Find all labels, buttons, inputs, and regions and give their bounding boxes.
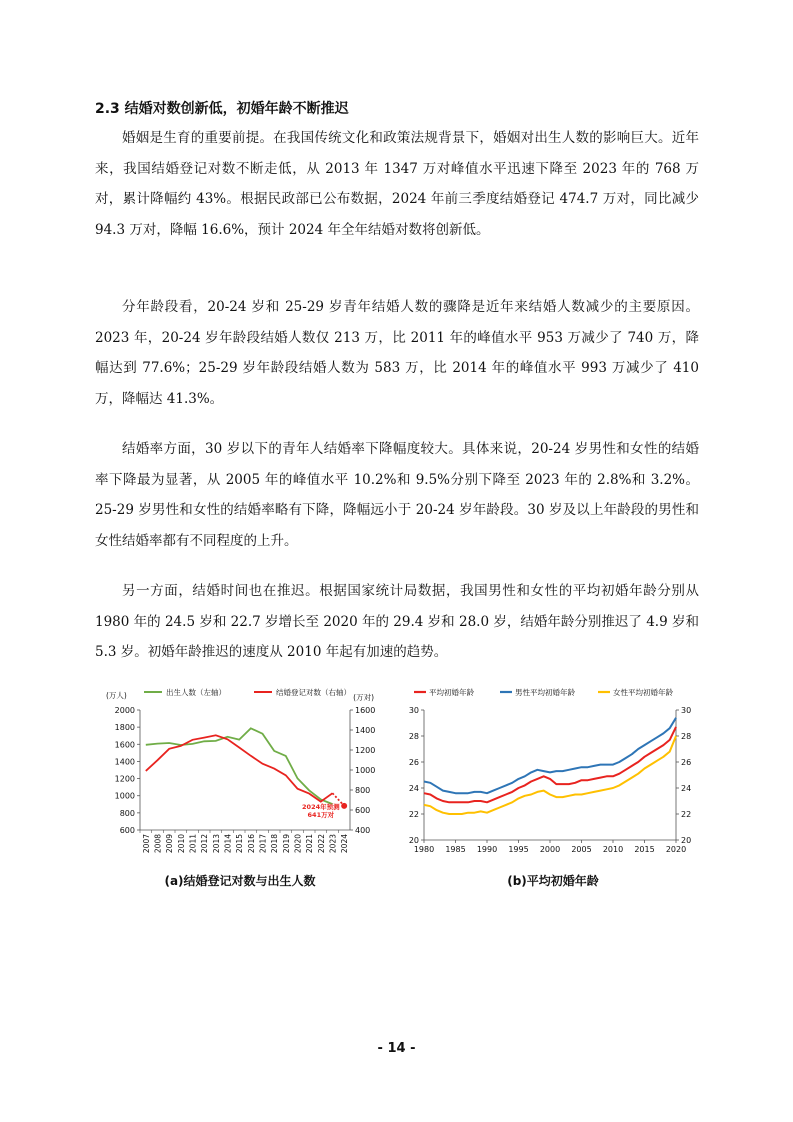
- right-tick-label: 1600: [355, 706, 376, 715]
- legend-label-0: 平均初婚年龄: [429, 688, 474, 697]
- right-tick-label: 24: [681, 784, 692, 793]
- caption-left: (a)结婚登记对数与出生人数: [164, 874, 316, 888]
- left-tick-label: 600: [119, 826, 135, 835]
- x-tick-label: 2014: [223, 834, 233, 854]
- x-tick-label: 2016: [246, 834, 256, 854]
- right-tick-label: 800: [355, 786, 371, 795]
- x-tick-label: 2010: [602, 845, 624, 854]
- x-tick-label: 2021: [305, 834, 315, 854]
- x-tick-label: 2012: [200, 834, 210, 854]
- series-line-1: [424, 718, 676, 793]
- legend-label-0: 出生人数（左轴）: [166, 688, 226, 697]
- x-tick-label: 2024: [340, 834, 350, 854]
- x-tick-label: 2020: [293, 834, 303, 854]
- series-line-0: [424, 727, 676, 802]
- right-tick-label: 1000: [355, 766, 376, 775]
- left-tick-label: 22: [408, 810, 419, 819]
- forecast-point: [341, 803, 347, 809]
- left-tick-label: 1800: [114, 723, 135, 733]
- x-tick-label: 2008: [153, 834, 163, 854]
- x-tick-label: 2015: [634, 845, 655, 854]
- x-tick-label: 2007: [141, 834, 151, 854]
- x-tick-label: 2009: [165, 834, 175, 854]
- right-tick-label: 1400: [355, 726, 376, 735]
- x-tick-label: 2000: [539, 845, 561, 854]
- paragraph-2: 分年龄段看，20-24 岁和 25-29 岁青年结婚人数的骤降是近年来结婚人数减少的主要原因。2023 年，20-24 岁年龄段结婚人数仅 213 万，比 2011 年的峰值水平 953 万减少了 740 万，降幅达到 77.6%；25-29 岁年龄段结婚人数为 583 万，比 2014 年的峰值水平 993 万减少了 410 万，降幅达 41.3%。: [95, 299, 699, 407]
- legend-label-1: 男性平均初婚年龄: [515, 688, 575, 697]
- right-tick-label: 22: [681, 810, 692, 819]
- forecast-annotation-line2: 641万对: [307, 810, 335, 819]
- chart-marriages-births: [100, 683, 380, 863]
- left-tick-label: 1600: [114, 740, 135, 750]
- x-tick-label: 1995: [508, 845, 529, 854]
- x-tick-label: 2019: [281, 834, 291, 854]
- x-tick-label: 2017: [258, 834, 268, 854]
- paragraph-1: 婚姻是生育的重要前提。在我国传统文化和政策法规背景下，婚姻对出生人数的影响巨大。近年来，我国结婚登记对数不断走低，从 2013 年 1347 万对峰值水平迅速下降至 2023 年的 768 万对，累计降幅约 43%。根据民政部已公布数据，2024 年前三季度结婚登记 474.7 万对，同比减少 94.3 万对，降幅 16.6%，预计 2024 年全年结婚对数将创新低。: [95, 130, 699, 238]
- section-heading: 2.3 结婚对数创新低，初婚年龄不断推迟: [95, 101, 349, 117]
- left-tick-label: 20: [408, 836, 419, 845]
- right-tick-label: 20: [681, 836, 692, 845]
- left-tick-label: 2000: [114, 706, 135, 715]
- left-tick-label: 1000: [114, 791, 135, 801]
- x-tick-label: 2022: [316, 834, 326, 854]
- paragraph-4: 另一方面，结婚时间也在推迟。根据国家统计局数据，我国男性和女性的平均初婚年龄分别从 1980 年的 24.5 岁和 22.7 岁增长至 2020 年的 29.4 岁和 28.0 岁，结婚年龄分别推迟了 4.9 岁和 5.3 岁。初婚年龄推迟的速度从 2010 年起有加速的趋势。: [95, 583, 699, 660]
- right-tick-label: 400: [355, 826, 371, 835]
- x-tick-label: 2010: [176, 834, 186, 854]
- legend-label-1: 结婚登记对数（右轴）: [276, 688, 351, 697]
- x-tick-label: 2023: [328, 834, 338, 854]
- x-tick-label: 1980: [413, 845, 435, 854]
- chart-left-svg: [100, 683, 380, 863]
- right-tick-label: 30: [681, 706, 692, 715]
- left-tick-label: 30: [408, 706, 419, 715]
- series-line-1: [146, 735, 333, 801]
- right-tick-label: 28: [681, 732, 692, 741]
- page-number: - 14 -: [377, 1041, 416, 1056]
- left-tick-label: 800: [119, 808, 135, 818]
- left-tick-label: 1200: [114, 774, 135, 784]
- x-tick-label: 2011: [188, 834, 198, 854]
- legend-label-2: 女性平均初婚年龄: [613, 688, 673, 697]
- x-tick-label: 2018: [270, 834, 280, 854]
- x-tick-label: 2015: [235, 834, 245, 854]
- paragraph-3: 结婚率方面，30 岁以下的青年人结婚率下降幅度较大。具体来说，20-24 岁男性和女性的结婚率下降最为显著，从 2005 年的峰值水平 10.2%和 9.5%分别下降至 2023 年的 2.8%和 3.2%。25-29 岁男性和女性的结婚率略有下降，降幅远小于 20-24 岁年龄段。30 岁及以上年龄段的男性和女性结婚率都有不同程度的上升。: [95, 441, 699, 549]
- x-tick-label: 1990: [476, 845, 498, 854]
- chart-first-marriage-age: [408, 683, 698, 863]
- left-axis-unit: (万人): [106, 691, 127, 700]
- x-tick-label: 2013: [211, 834, 221, 854]
- chart-right-svg: [408, 683, 698, 863]
- x-tick-label: 1985: [445, 845, 466, 854]
- right-tick-label: 600: [355, 806, 371, 815]
- right-tick-label: 1200: [355, 746, 376, 755]
- x-tick-label: 2020: [665, 845, 687, 854]
- series-line-0: [146, 728, 333, 804]
- left-tick-label: 26: [408, 758, 419, 767]
- caption-right: (b)平均初婚年龄: [507, 874, 599, 888]
- left-tick-label: 28: [408, 732, 419, 741]
- left-tick-label: 1400: [114, 757, 135, 767]
- right-tick-label: 26: [681, 758, 692, 767]
- right-axis-unit: (万对): [353, 693, 374, 702]
- forecast-annotation-line1: 2024年预测: [302, 802, 340, 811]
- x-tick-label: 2005: [571, 845, 592, 854]
- left-tick-label: 24: [408, 784, 419, 793]
